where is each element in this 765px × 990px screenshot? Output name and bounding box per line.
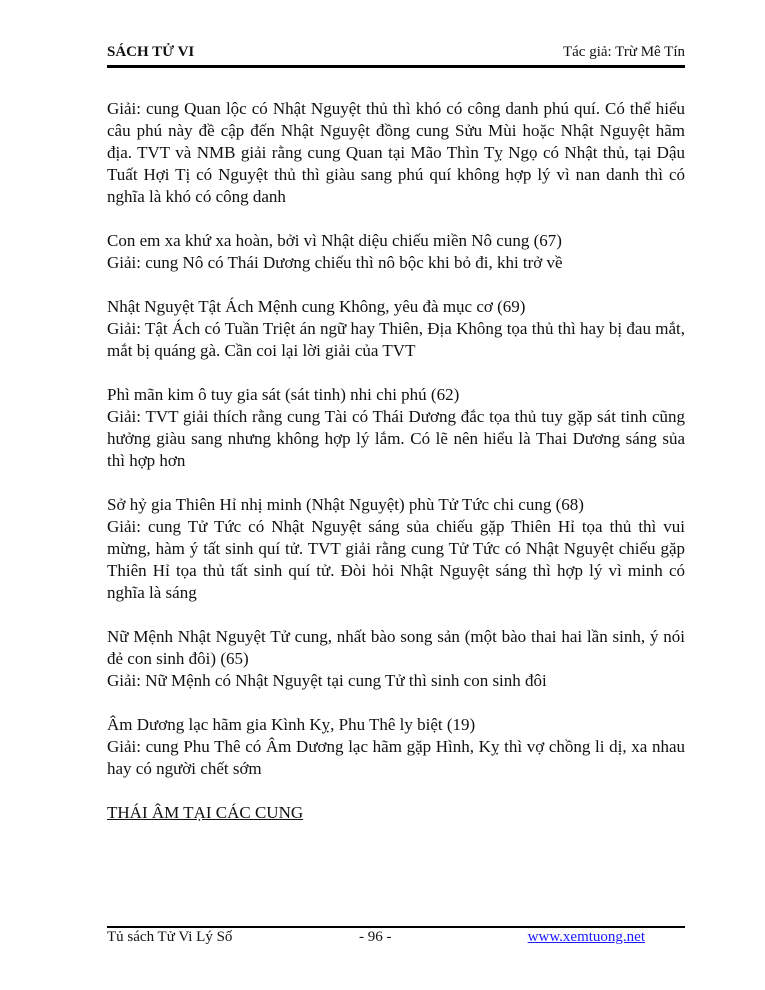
entry-block xyxy=(107,98,685,208)
entry-verse: Nhật Nguyệt Tật Ách Mệnh cung Không, yêu đà mục cơ (69) xyxy=(107,297,526,316)
page-header xyxy=(107,44,685,66)
entry-block xyxy=(107,494,685,604)
entry-explanation: Giải: cung Nô có Thái Dương chiếu thì nô bộc khi bỏ đi, khi trở về xyxy=(107,253,563,272)
entry-explanation: Giải: TVT giải thích rằng cung Tài có Thái Dương đắc tọa thủ tuy gặp sát tinh cũng hưởng giàu sang nhưng không hợp lý lắm. Có lẽ nên hiểu là Thai Dương sáng sủa thì hợp hơn xyxy=(107,407,685,470)
entry-block xyxy=(107,296,685,362)
entry-explanation: Giải: cung Phu Thê có Âm Dương lạc hãm gặp Hình, Kỵ thì vợ chồng li dị, xa nhau hay có người chết sớm xyxy=(107,737,685,778)
website-link[interactable]: www.xemtuong.net xyxy=(527,929,645,945)
entry-verse: Sở hỷ gia Thiên Hỉ nhị minh (Nhật Nguyệt) phù Tử Tức chi cung (68) xyxy=(107,495,584,514)
page-footer xyxy=(107,929,685,951)
entry-explanation: Giải: cung Tử Tức có Nhật Nguyệt sáng sủa chiếu gặp Thiên Hỉ tọa thủ thì vui mừng, hàm ý tất sinh quí tử. TVT giải rằng cung Tử Tức có Nhật Nguyệt chiếu gặp Thiên Hỉ tọa thủ tất sinh quí tử. Đòi hỏi Nhật Nguyệt sáng thì hợp lý vì minh có nghĩa là sáng xyxy=(107,517,685,602)
entry-verse: Con em xa khứ xa hoàn, bởi vì Nhật diệu chiếu miền Nô cung (67) xyxy=(107,231,562,250)
page-number: - 96 - xyxy=(359,929,392,945)
entry-verse: Âm Dương lạc hãm gia Kình Kỵ, Phu Thê ly biệt (19) xyxy=(107,715,476,734)
footer-divider xyxy=(107,926,685,928)
entry-explanation: Giải: Tật Ách có Tuần Triệt án ngữ hay Thiên, Địa Không tọa thủ thì hay bị đau mắt, mắt bị quáng gà. Cần coi lại lời giải của TVT xyxy=(107,319,685,360)
series-label: Tủ sách Tử Vi Lý Số xyxy=(107,929,233,945)
entry-explanation: Giải: cung Quan lộc có Nhật Nguyệt thủ thì khó có công danh phú quí. Có thể hiểu câu phú này đề cập đến Nhật Nguyệt đồng cung Sửu Mùi hoặc Nhật Nguyệt hãm địa. TVT và NMB giải rằng cung Quan tại Mão Thìn Tỵ Ngọ có Nhật thủ, tại Dậu Tuất Hợi Tị có Nguyệt thủ thì giàu sang phú quí không hợp lý vì nan danh thì có nghĩa là khó có công danh xyxy=(107,99,685,206)
entry-block xyxy=(107,714,685,780)
page-content xyxy=(107,98,685,824)
entry-verse: Nữ Mệnh Nhật Nguyệt Tử cung, nhất bào song sản (một bào thai hai lần sinh, ý nói đẻ con sinh đôi) (65) xyxy=(107,627,685,668)
author-label: Tác giả: Trừ Mê Tín xyxy=(562,44,685,60)
section-title: THÁI ÂM TẠI CÁC CUNG xyxy=(107,803,304,822)
entry-block xyxy=(107,230,685,274)
header-divider xyxy=(107,65,685,68)
entry-block xyxy=(107,384,685,472)
entry-explanation: Giải: Nữ Mệnh có Nhật Nguyệt tại cung Tử thì sinh con sinh đôi xyxy=(107,671,547,690)
entry-verse: Phì mãn kim ô tuy gia sát (sát tinh) nhi chi phú (62) xyxy=(107,385,460,404)
entry-block xyxy=(107,626,685,692)
book-title: SÁCH TỬ VI xyxy=(107,44,195,60)
